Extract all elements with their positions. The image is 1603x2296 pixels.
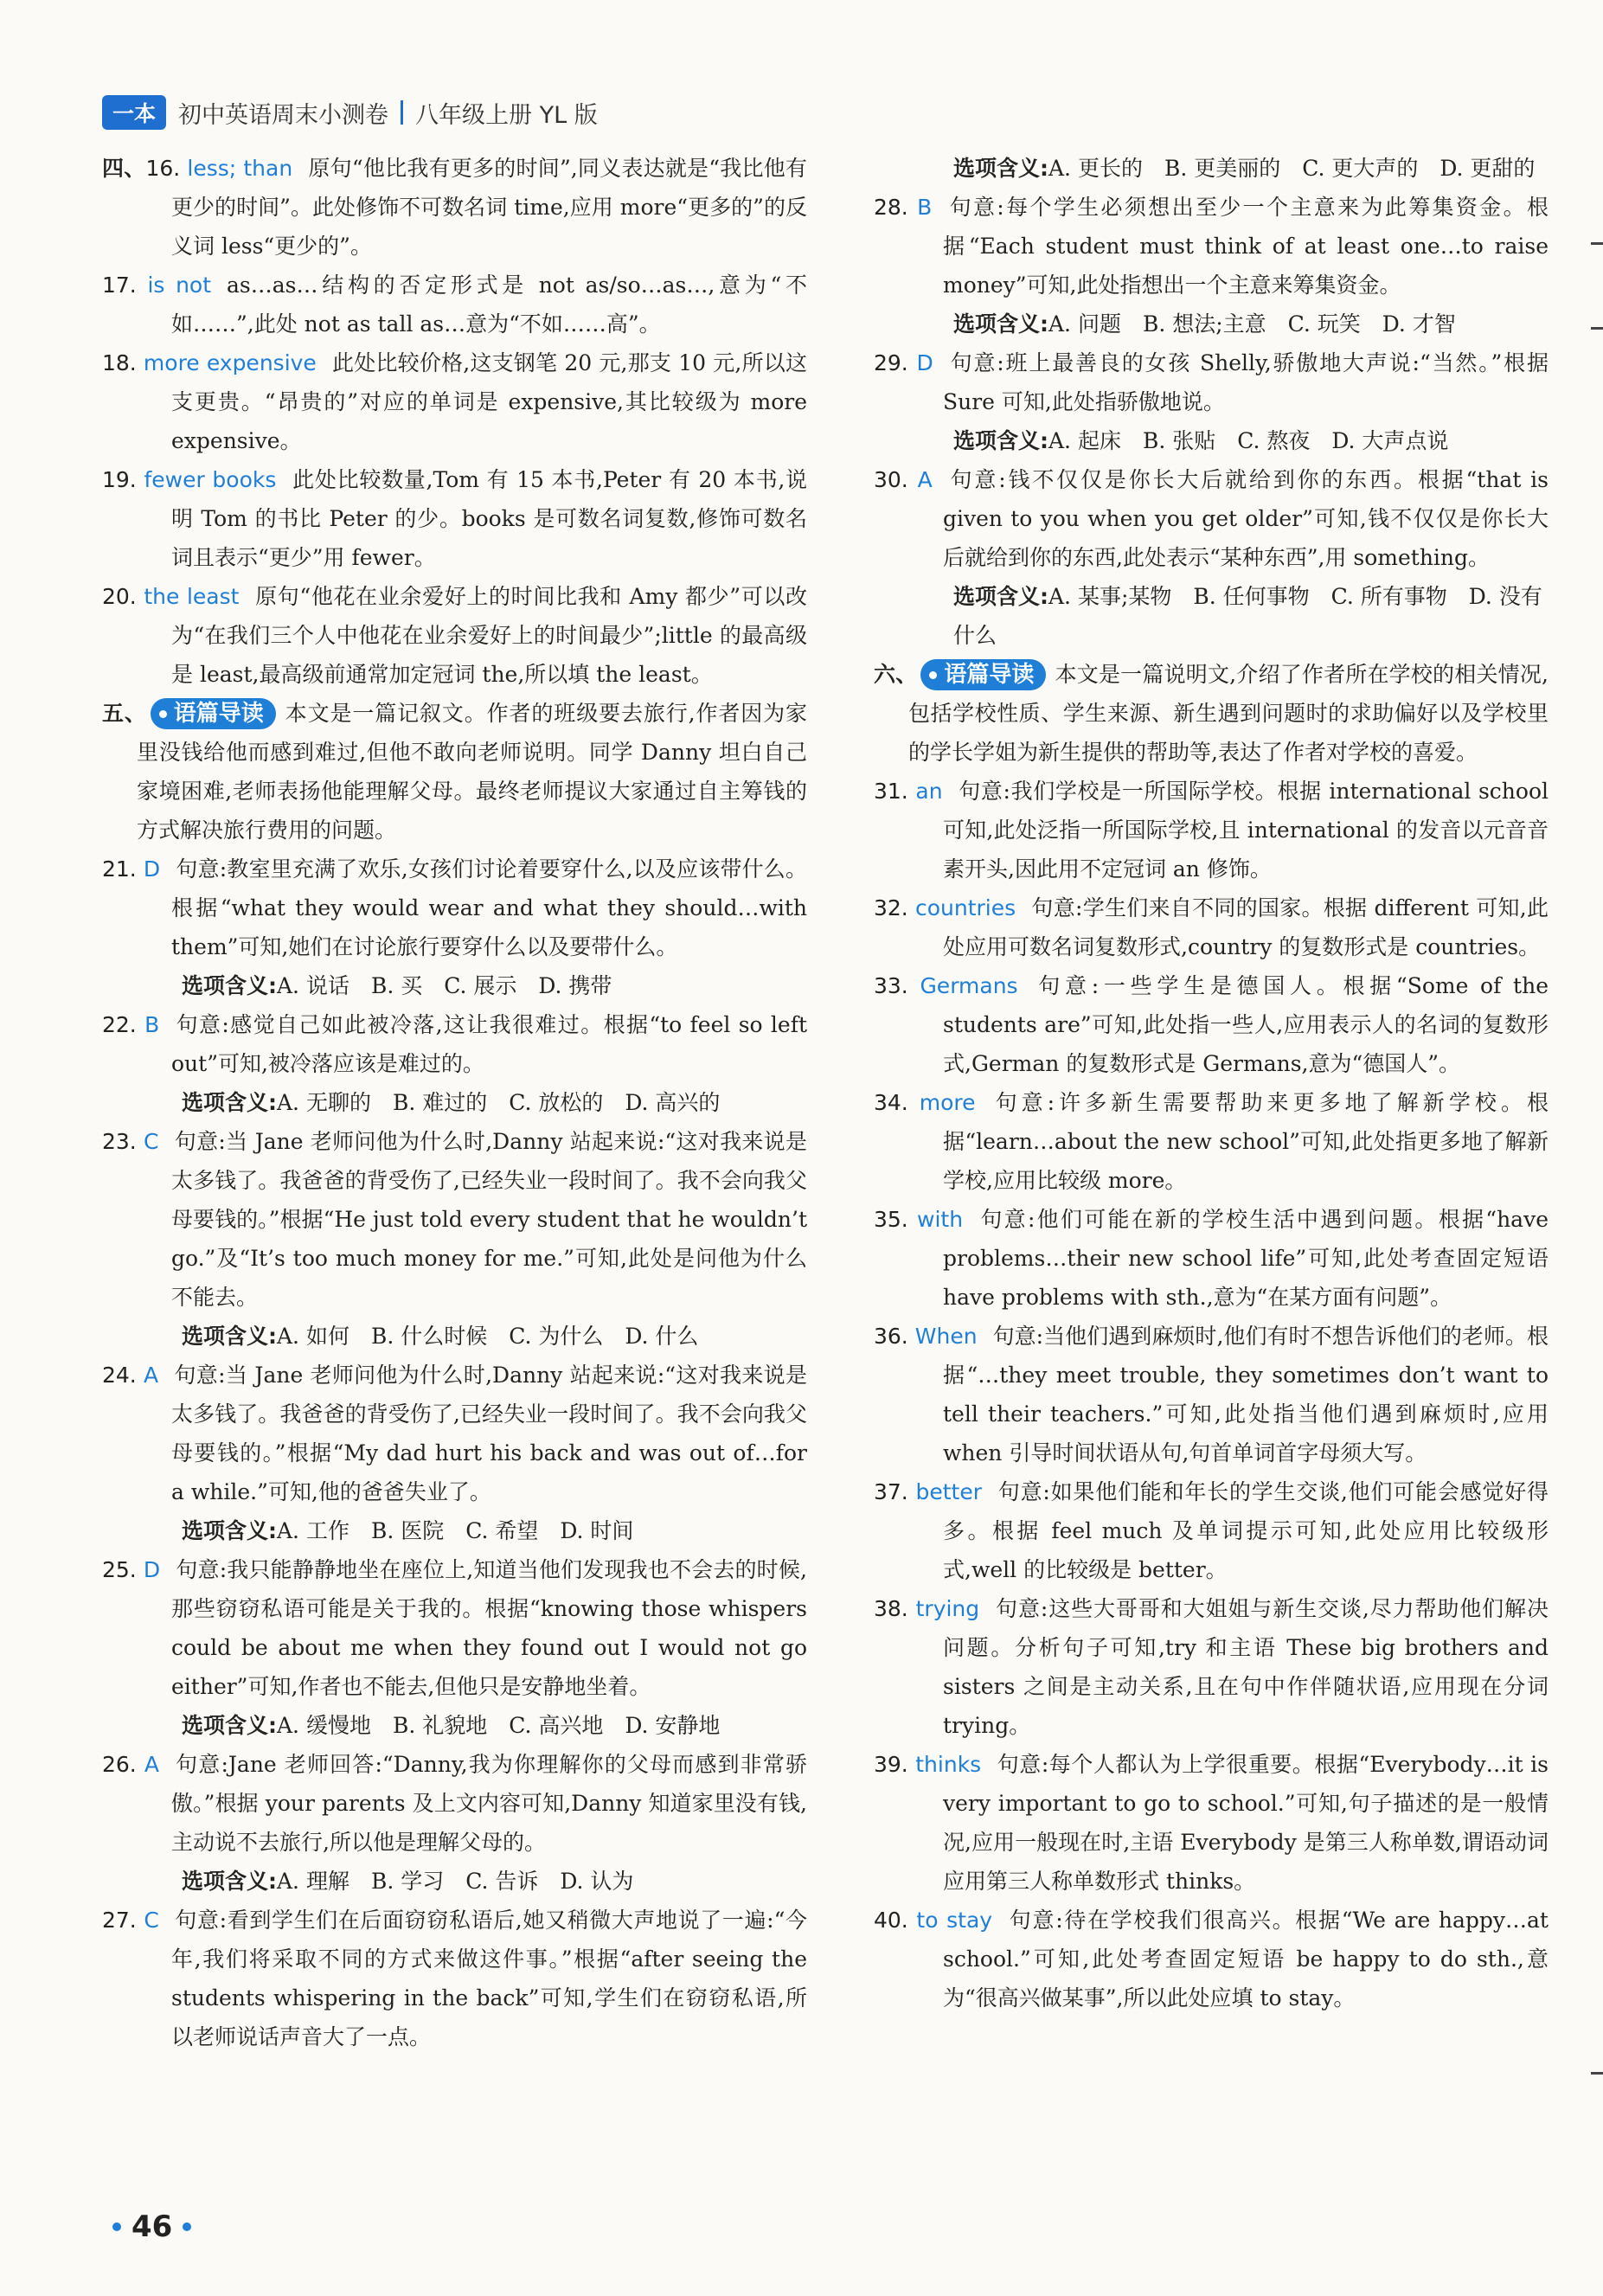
answer-item bbox=[874, 888, 1548, 966]
answer-item bbox=[102, 1356, 807, 1511]
answer-key: fewer books bbox=[144, 467, 277, 492]
bullet-dot-icon bbox=[929, 671, 937, 679]
option-meanings bbox=[102, 1083, 807, 1122]
answer-item bbox=[874, 1200, 1548, 1317]
explanation-text: 句意:每个学生必须想出至少一个主意来为此筹集资金。根据“Each student must think of at least one…to raise money”可知,此处指想出一个主意来筹集资金。 bbox=[943, 195, 1548, 298]
explanation-text: 句意:感觉自己如此被冷落,这让我很难过。根据“to feel so left out”可知,被冷落应该是难过的。 bbox=[171, 1012, 807, 1076]
option-meanings-label: 选项含义: bbox=[182, 1869, 277, 1894]
option-meanings-label: 选项含义: bbox=[953, 311, 1048, 337]
question-number: 17. bbox=[102, 273, 148, 298]
question-number: 20. bbox=[102, 584, 144, 609]
answer-item bbox=[874, 772, 1548, 888]
answer-key: the least bbox=[144, 584, 240, 609]
edge-mark bbox=[1591, 327, 1603, 330]
question-number: 26. bbox=[102, 1752, 144, 1777]
answer-key: Germans bbox=[920, 973, 1018, 998]
page-header bbox=[102, 93, 598, 131]
option-meanings bbox=[874, 421, 1548, 460]
section-number: 五、 bbox=[102, 701, 147, 726]
answer-key: trying bbox=[915, 1596, 980, 1621]
answer-item bbox=[874, 1589, 1548, 1745]
answer-key: A bbox=[144, 1752, 159, 1777]
answer-item bbox=[874, 1901, 1548, 2017]
left-column bbox=[102, 149, 807, 2056]
brand-logo: 一本 bbox=[102, 95, 166, 130]
explanation-text: 句意:如果他们能和年长的学生交谈,他们可能会感觉好得多。根据 feel much 及单词提示可知,此处应用比较级形式,well 的比较级是 better。 bbox=[943, 1479, 1548, 1582]
explanation-text: 句意:他们可能在新的学校生活中遇到问题。根据“have problems…their new school life”可知,此处考查固定短语 have problems with sth.,意为“在某方面有问题”。 bbox=[943, 1207, 1548, 1310]
footer-dot-icon bbox=[183, 2222, 191, 2231]
option-meanings-text: A. 无聊的 B. 难过的 C. 放松的 D. 高兴的 bbox=[277, 1090, 721, 1115]
option-meanings-label: 选项含义: bbox=[182, 1090, 277, 1115]
option-meanings bbox=[874, 149, 1548, 188]
explanation-text: 此处比较数量,Tom 有 15 本书,Peter 有 20 本书,说明 Tom 的书比 Peter 的少。books 是可数名词复数,修饰可数名词且表示“更少”用 fewer。 bbox=[171, 467, 807, 570]
badge-label: 语篇导读 bbox=[944, 662, 1035, 688]
edge-mark bbox=[1591, 242, 1603, 245]
explanation-text: as…as…结构的否定形式是 not as/so…as…,意为“不如……”,此处 not as tall as…意为“不如……高”。 bbox=[171, 273, 807, 337]
option-meanings-text: A. 理解 B. 学习 C. 告诉 D. 认为 bbox=[277, 1869, 634, 1894]
question-number: 30. bbox=[874, 467, 918, 492]
answer-key: more expensive bbox=[143, 350, 317, 375]
answer-key: D bbox=[916, 350, 933, 375]
answer-key: A bbox=[917, 467, 933, 492]
option-meanings bbox=[874, 577, 1548, 655]
answer-key: with bbox=[917, 1207, 964, 1232]
passage-guide-badge bbox=[151, 698, 276, 729]
explanation-text: 句意:我只能静静地坐在座位上,知道当他们发现我也不会去的时候,那些窃窃私语可能是关于我的。根据“knowing those whispers could be about me when they found out I would not go either”可知,作者也不能去,但他只是安静地坐着。 bbox=[171, 1557, 807, 1699]
question-number: 21. bbox=[102, 856, 144, 882]
question-number: 18. bbox=[102, 350, 144, 375]
passage-intro bbox=[874, 655, 1548, 772]
answer-item bbox=[102, 1901, 807, 2056]
question-number: 19. bbox=[102, 467, 144, 492]
explanation-text: 句意:当 Jane 老师问他为什么时,Danny 站起来说:“这对我来说是太多钱了。我爸爸的背受伤了,已经失业一段时间了。我不会向我父母要钱的。”根据“He just told every student that he wouldn’t go.”及“It’s too much money for me.”可知,此处是问他为什么不能去。 bbox=[171, 1129, 807, 1310]
answer-item bbox=[102, 460, 807, 577]
option-meanings-text: A. 起床 B. 张贴 C. 熬夜 D. 大声点说 bbox=[1048, 428, 1449, 453]
answer-key: A bbox=[144, 1363, 159, 1388]
answer-key: D bbox=[143, 1557, 161, 1582]
question-number: 16. bbox=[145, 156, 188, 181]
page-footer bbox=[102, 2209, 202, 2244]
answer-item bbox=[102, 149, 807, 266]
option-meanings-label: 选项含义: bbox=[182, 973, 277, 998]
option-meanings-text: A. 如何 B. 什么时候 C. 为什么 D. 什么 bbox=[277, 1324, 699, 1349]
answer-item bbox=[102, 577, 807, 694]
right-column bbox=[874, 149, 1548, 2017]
explanation-text: 原句“他比我有更多的时间”,同义表达就是“我比他有更少的时间”。此处修饰不可数名词 time,应用 more“更多的”的反义词 less“更少的”。 bbox=[171, 156, 807, 259]
question-number: 29. bbox=[874, 350, 917, 375]
explanation-text: 句意:Jane 老师回答:“Danny,我为你理解你的父母而感到非常骄傲。”根据 your parents 及上文内容可知,Danny 知道家里没有钱,主动说不去旅行,所以他是理解父母的。 bbox=[171, 1752, 807, 1855]
question-number: 27. bbox=[102, 1908, 144, 1933]
option-meanings bbox=[102, 1317, 807, 1356]
answer-key: more bbox=[919, 1090, 976, 1115]
bullet-dot-icon bbox=[159, 710, 167, 718]
question-number: 34. bbox=[874, 1090, 920, 1115]
question-number: 24. bbox=[102, 1363, 144, 1388]
explanation-text: 句意:当他们遇到麻烦时,他们有时不想告诉他们的老师。根据“…they meet trouble, they sometimes don’t want to tell their teachers.”可知,此处指当他们遇到麻烦时,应用 when 引导时间状语从句,句首单词首字母须大写。 bbox=[943, 1324, 1548, 1465]
answer-key: better bbox=[915, 1479, 983, 1504]
question-number: 35. bbox=[874, 1207, 918, 1232]
option-meanings-text: A. 更长的 B. 更美丽的 C. 更大声的 D. 更甜的 bbox=[1048, 156, 1536, 181]
page-number: 46 bbox=[131, 2209, 173, 2244]
passage-intro-text: 本文是一篇记叙文。作者的班级要去旅行,作者因为家里没钱给他而感到难过,但他不敢向老师说明。同学 Danny 坦白自己家境困难,老师表扬他能理解父母。最终老师提议大家通过自主筹钱的方式解决旅行费用的问题。 bbox=[137, 701, 807, 843]
explanation-text: 句意:学生们来自不同的国家。根据 different 可知,此处应用可数名词复数形式,country 的复数形式是 countries。 bbox=[943, 895, 1548, 959]
answer-item bbox=[102, 343, 807, 460]
option-meanings-label: 选项含义: bbox=[953, 156, 1048, 181]
question-number: 25. bbox=[102, 1557, 144, 1582]
passage-intro-text: 本文是一篇说明文,介绍了作者所在学校的相关情况,包括学校性质、学生来源、新生遇到问题时的求助偏好以及学校里的学长学姐为新生提供的帮助等,表达了作者对学校的喜爱。 bbox=[908, 662, 1548, 765]
answer-key: less; than bbox=[187, 156, 293, 181]
book-title: 初中英语周末小测卷 bbox=[178, 101, 389, 129]
answer-item bbox=[102, 1122, 807, 1317]
explanation-text: 句意:看到学生们在后面窃窃私语后,她又稍微大声地说了一遍:“今年,我们将采取不同的方式来做这件事。”根据“after seeing the students whispering in the back”可知,学生们在窃窃私语,所以老师说话声音大了一点。 bbox=[171, 1908, 807, 2049]
explanation-text: 原句“他花在业余爱好上的时间比我和 Amy 都少”可以改为“在我们三个人中他花在业余爱好上的时间最少”;little 的最高级是 least,最高级前通常加定冠词 the,所以填 the least。 bbox=[171, 584, 807, 687]
option-meanings bbox=[102, 1706, 807, 1745]
answer-item bbox=[874, 460, 1548, 577]
explanation-text: 句意:班上最善良的女孩 Shelly,骄傲地大声说:“当然。”根据 Sure 可知,此处指骄傲地说。 bbox=[943, 350, 1548, 414]
section-number: 六、 bbox=[874, 662, 918, 687]
explanation-text: 句意:当 Jane 老师问他为什么时,Danny 站起来说:“这对我来说是太多钱了。我爸爸的背受伤了,已经失业一段时间了。我不会向我父母要钱的。”根据“My dad hurt his back and was out of…for a while.”可知,他的爸爸失业了。 bbox=[171, 1363, 807, 1504]
question-number: 23. bbox=[102, 1129, 144, 1154]
answer-key: When bbox=[914, 1324, 978, 1349]
explanation-text: 句意:许多新生需要帮助来更多地了解新学校。根据“learn…about the new school”可知,此处指更多地了解新学校,应用比较级 more。 bbox=[943, 1090, 1548, 1193]
passage-intro bbox=[102, 694, 807, 850]
answer-key: an bbox=[915, 779, 943, 804]
question-number: 32. bbox=[874, 895, 915, 920]
header-divider bbox=[401, 100, 403, 125]
answer-item bbox=[874, 343, 1548, 421]
answer-key: C bbox=[144, 1908, 159, 1933]
answer-item bbox=[102, 850, 807, 966]
answer-key: thinks bbox=[915, 1752, 982, 1777]
explanation-text: 句意:一些学生是德国人。根据“Some of the students are”可知,此处指一些人,应用表示人的名词的复数形式,German 的复数形式是 Germans,意为“德国人”。 bbox=[943, 973, 1548, 1076]
option-meanings-text: A. 某事;某物 B. 任何事物 C. 所有事物 D. 没有什么 bbox=[953, 584, 1542, 648]
book-subtitle: 八年级上册 YL 版 bbox=[415, 101, 598, 129]
answer-key: B bbox=[144, 1012, 160, 1037]
answer-item bbox=[102, 1550, 807, 1706]
answer-item bbox=[102, 1745, 807, 1862]
passage-guide-badge bbox=[920, 659, 1046, 690]
answer-key: countries bbox=[914, 895, 1016, 920]
answer-key: to stay bbox=[916, 1908, 993, 1933]
option-meanings bbox=[102, 1862, 807, 1901]
footer-dot-icon bbox=[112, 2222, 121, 2231]
answer-item bbox=[874, 188, 1548, 305]
question-number: 40. bbox=[874, 1908, 917, 1933]
question-number: 22. bbox=[102, 1012, 145, 1037]
option-meanings-label: 选项含义: bbox=[182, 1324, 277, 1349]
answer-item bbox=[874, 1472, 1548, 1589]
answer-key: is not bbox=[147, 273, 212, 298]
question-number: 36. bbox=[874, 1324, 915, 1349]
option-meanings-label: 选项含义: bbox=[182, 1518, 277, 1543]
explanation-text: 句意:教室里充满了欢乐,女孩们讨论着要穿什么,以及应该带什么。根据“what they would wear and what they should…with them”可知,她们在讨论旅行要穿什么以及要带什么。 bbox=[171, 856, 807, 959]
option-meanings-label: 选项含义: bbox=[953, 584, 1048, 609]
option-meanings-text: A. 缓慢地 B. 礼貌地 C. 高兴地 D. 安静地 bbox=[277, 1713, 721, 1738]
option-meanings-text: A. 问题 B. 想法;主意 C. 玩笑 D. 才智 bbox=[1048, 311, 1456, 337]
question-number: 37. bbox=[874, 1479, 916, 1504]
answer-key: C bbox=[144, 1129, 159, 1154]
answer-item bbox=[102, 1005, 807, 1083]
answer-key: B bbox=[917, 195, 933, 220]
option-meanings bbox=[102, 966, 807, 1005]
option-meanings-text: A. 说话 B. 买 C. 展示 D. 携带 bbox=[277, 973, 612, 998]
option-meanings-label: 选项含义: bbox=[182, 1713, 277, 1738]
option-meanings bbox=[874, 305, 1548, 343]
section-number: 四、 bbox=[102, 156, 146, 181]
question-number: 28. bbox=[874, 195, 918, 220]
question-number: 31. bbox=[874, 779, 916, 804]
badge-label: 语篇导读 bbox=[173, 701, 264, 727]
explanation-text: 句意:这些大哥哥和大姐姐与新生交谈,尽力帮助他们解决问题。分析句子可知,try 和主语 These big brothers and sisters 之间是主动关系,且在句中作伴随状语,应用现在分词 trying。 bbox=[943, 1596, 1548, 1738]
answer-item bbox=[874, 1317, 1548, 1472]
answer-item bbox=[874, 1745, 1548, 1901]
explanation-text: 句意:每个人都认为上学很重要。根据“Everybody…it is very important to go to school.”可知,句子描述的是一般情况,应用一般现在时,主语 Everybody 是第三人称单数,谓语动词应用第三人称单数形式 thinks。 bbox=[943, 1752, 1548, 1894]
question-number: 38. bbox=[874, 1596, 916, 1621]
answer-item bbox=[874, 1083, 1548, 1200]
option-meanings-label: 选项含义: bbox=[953, 428, 1048, 453]
explanation-text: 句意:我们学校是一所国际学校。根据 international school 可知,此处泛指一所国际学校,且 international 的发音以元音音素开头,因此用不定冠词 an 修饰。 bbox=[943, 779, 1548, 882]
answer-item bbox=[102, 266, 807, 343]
option-meanings-text: A. 工作 B. 医院 C. 希望 D. 时间 bbox=[277, 1518, 634, 1543]
explanation-text: 此处比较价格,这支钢笔 20 元,那支 10 元,所以这支更贵。“昂贵的”对应的单词是 expensive,其比较级为 more expensive。 bbox=[171, 350, 807, 453]
question-number: 33. bbox=[874, 973, 920, 998]
option-meanings bbox=[102, 1511, 807, 1550]
answer-item bbox=[874, 966, 1548, 1083]
edge-mark bbox=[1591, 2072, 1603, 2075]
explanation-text: 句意:钱不仅仅是你长大后就给到你的东西。根据“that is given to you when you get older”可知,钱不仅仅是你长大后就给到你的东西,此处表示“某种东西”,用 something。 bbox=[943, 467, 1548, 570]
answer-key: D bbox=[143, 856, 161, 882]
explanation-text: 句意:待在学校我们很高兴。根据“We are happy…at school.”可知,此处考查固定短语 be happy to do sth.,意为“很高兴做某事”,所以此处应填 to stay。 bbox=[943, 1908, 1548, 2011]
question-number: 39. bbox=[874, 1752, 916, 1777]
